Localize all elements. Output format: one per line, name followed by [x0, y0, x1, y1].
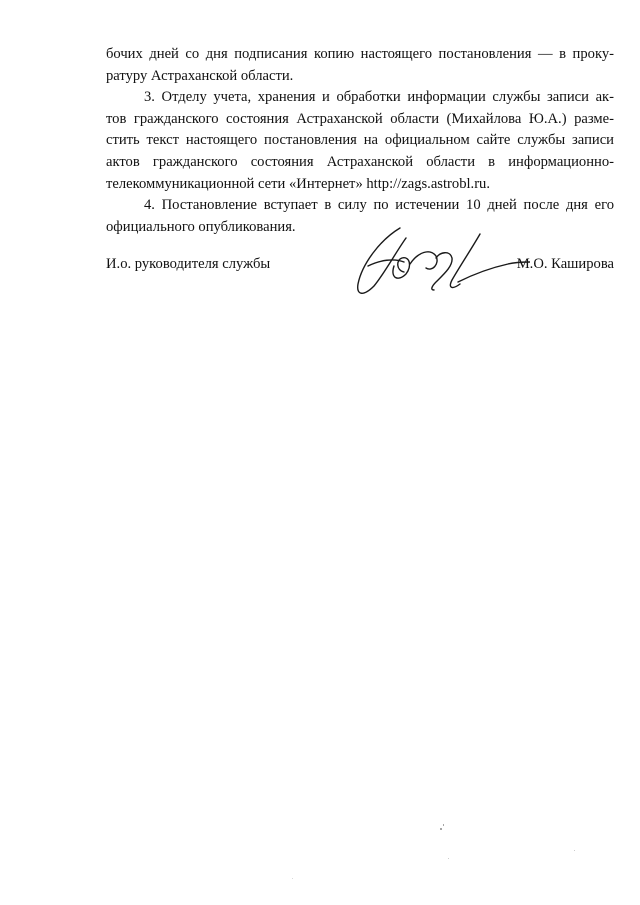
signatory-name: М.О. Каширова	[516, 256, 614, 272]
text-line-3: 3. Отделу учета, хранения и обработки информации службы записи ак-	[144, 89, 614, 106]
text-line-1: бочих дней со дня подписания копию настоящего постановления — в проку-	[106, 46, 614, 62]
text-line-8: 4. Постановление вступает в силу по истечении 10 дней после дня его	[144, 197, 614, 214]
text-line-4: тов гражданского состояния Астраханской области (Михайлова Ю.А.) разме-	[106, 110, 614, 127]
text-line-7: телекоммуникационной сети «Интернет» http://zags.astrobl.ru.	[106, 175, 491, 192]
handwritten-signature	[340, 222, 530, 306]
scan-speck	[443, 824, 444, 826]
scan-speck	[292, 878, 293, 879]
scan-speck	[574, 850, 575, 851]
text-line-9: официального опубликования.	[106, 218, 296, 235]
text-line-5: стить текст настоящего постановления на официальном сайте службы записи	[106, 132, 614, 149]
document-body	[106, 44, 614, 238]
text-line-6: актов гражданского состояния Астраханской области в информационно-	[106, 153, 614, 170]
signatory-title: И.о. руководителя службы	[106, 256, 271, 272]
text-line-2: ратуру Астраханской области.	[106, 67, 294, 84]
scan-speck	[448, 858, 449, 859]
scan-speck	[440, 828, 442, 830]
